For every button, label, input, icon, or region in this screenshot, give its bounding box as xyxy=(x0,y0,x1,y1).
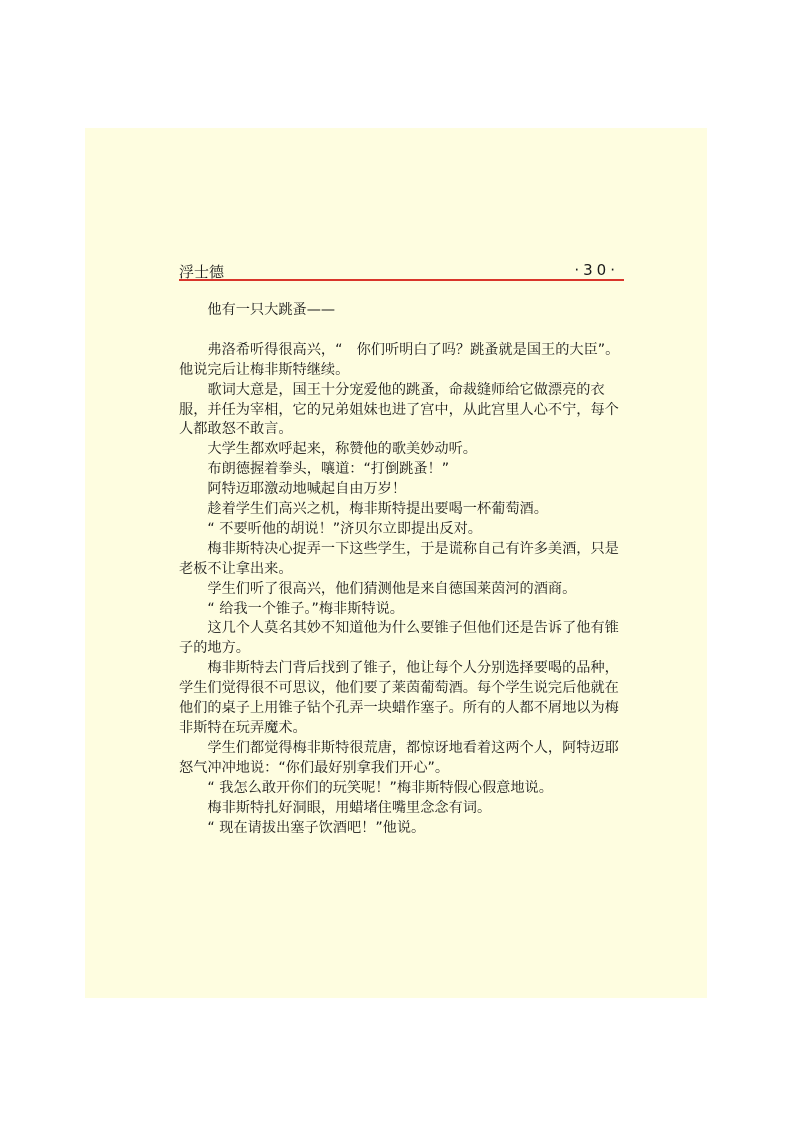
page-number: ·30· xyxy=(574,261,619,279)
paragraph: 趁着学生们高兴之机，梅非斯特提出要喝一杯葡萄酒。 xyxy=(207,501,548,518)
book-title: 浮士德 xyxy=(179,263,225,281)
paragraph: 学生们听了很高兴，他们猜测他是来自德国莱茵河的酒商。 xyxy=(207,580,577,597)
paragraph: “ 不要听他的胡说！”济贝尔立即提出反对。 xyxy=(207,520,482,537)
paragraph: 布朗德握着拳头，嚷道：“打倒跳蚤！” xyxy=(207,461,450,478)
paragraph: 学生们都觉得梅非斯特很荒唐，都惊讶地看着这两个人，阿特迈耶怒气冲冲地说：“你们最好别拿我们开心”。 xyxy=(179,739,619,776)
paragraph: “ 给我一个锥子。”梅非斯特说。 xyxy=(207,600,404,617)
header-rule xyxy=(179,279,624,281)
body-text xyxy=(179,301,621,838)
paragraph: “ 现在请拔出塞子饮酒吧！”他说。 xyxy=(207,819,426,836)
paragraph: 梅非斯特决心捉弄一下这些学生，于是谎称自己有许多美酒，只是老板不让拿出来。 xyxy=(179,540,619,577)
paragraph: 歌词大意是，国王十分宠爱他的跳蚤，命裁缝师给它做漂亮的衣服，并任为宰相，它的兄弟姐妹也进了宫中，从此宫里人心不宁，每个人都敢怒不敢言。 xyxy=(179,381,619,438)
paragraph: 阿特迈耶激动地喊起自由万岁！ xyxy=(207,481,407,498)
paragraph: 他有一只大跳蚤—— xyxy=(207,302,336,318)
paragraph: 弗洛希听得很高兴，“ 你们听明白了吗？跳蚤就是国王的大臣”。他说完后让梅非斯特继续。 xyxy=(179,341,620,378)
paragraph: 梅非斯特扎好洞眼，用蜡堵住嘴里念念有词。 xyxy=(207,799,492,816)
running-header xyxy=(179,261,619,281)
paragraph: 这几个人莫名其妙不知道他为什么要锥子但他们还是告诉了他有锥子的地方。 xyxy=(179,620,619,657)
paragraph-gap xyxy=(179,321,621,341)
paragraph: 大学生都欢呼起来，称赞他的歌美妙动听。 xyxy=(207,441,477,458)
paragraph: 梅非斯特去门背后找到了锥子，他让每个人分别选择要喝的品种，学生们觉得很不可思议，他们要了莱茵葡萄酒。每个学生说完后他就在他们的桌子上用锥子钻个孔弄一块蜡作塞子。所有的人都不屑地以为梅非斯特在玩弄魔术。 xyxy=(179,660,619,737)
paragraph: “ 我怎么敢开你们的玩笑呢！”梅非斯特假心假意地说。 xyxy=(207,779,553,796)
page-sheet xyxy=(85,128,707,998)
